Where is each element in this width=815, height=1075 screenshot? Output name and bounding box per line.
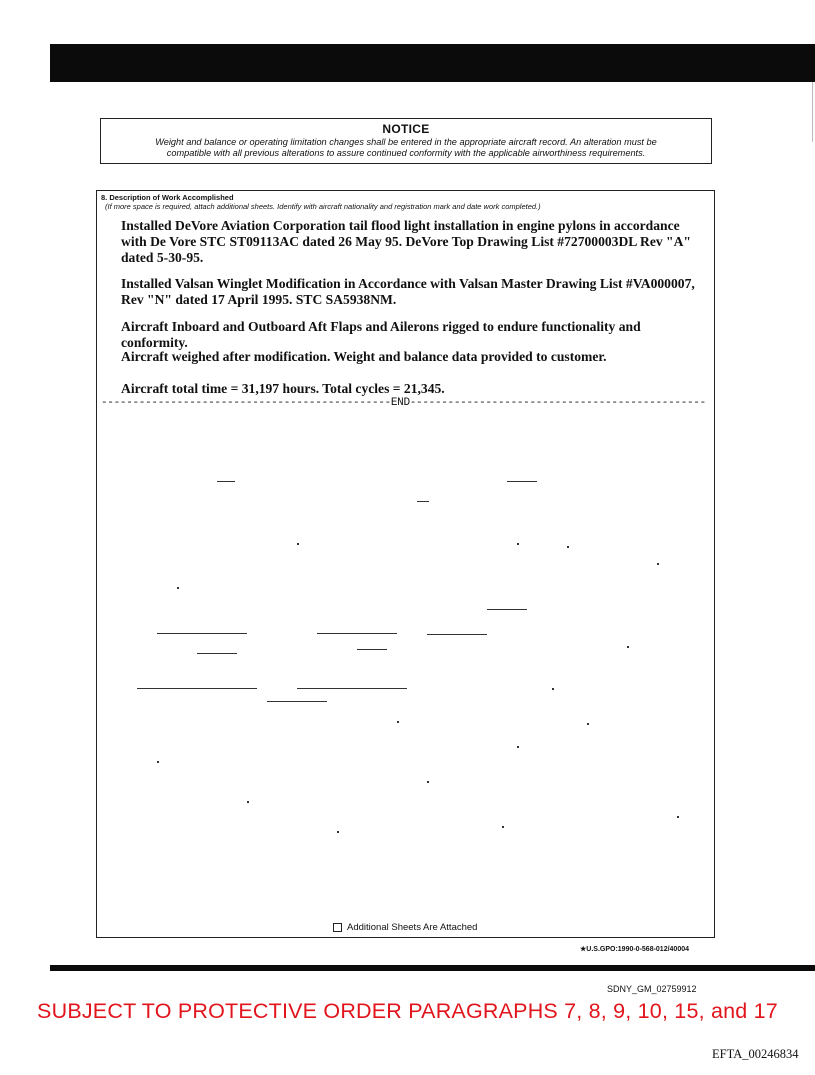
efta-number: EFTA_00246834	[712, 1047, 799, 1061]
end-marker: ----------------------------------------------END-----------------------------------------------	[101, 397, 706, 409]
section-label: 8. Description of Work Accomplished	[101, 193, 234, 202]
work-entry: Installed DeVore Aviation Corporation tail flood light installation in engine pylons in accordance with De Vore STC ST09113AC dated 26 May 95. DeVore Top Drawing List #72700003DL Rev "A" dated 5-30-95.	[121, 218, 691, 265]
attachment-checkbox[interactable]	[333, 923, 342, 932]
section-hint: (If more space is required, attach additional sheets. Identify with aircraft nationality and registration mark and date work completed.)	[105, 202, 541, 211]
notice-title: NOTICE	[382, 122, 430, 136]
page-edge-mark	[812, 82, 813, 142]
bates-number: SDNY_GM_02759912	[607, 984, 697, 994]
protective-order-notice: SUBJECT TO PROTECTIVE ORDER PARAGRAPHS 7, 8, 9, 10, 15, and 17	[37, 999, 778, 1023]
work-entry: Aircraft total time = 31,197 hours. Total cycles = 21,345.	[121, 381, 445, 396]
work-entry: Installed Valsan Winglet Modification in Accordance with Valsan Master Drawing List #VA000007, Rev "N" dated 17 April 1995. STC SA5938NM.	[121, 276, 695, 307]
work-entry: Aircraft Inboard and Outboard Aft Flaps and Ailerons rigged to endure functionality and conformity.	[121, 319, 641, 350]
work-description-box	[96, 190, 715, 938]
scan-bottom-band	[50, 965, 815, 971]
notice-text	[101, 137, 711, 159]
notice-box	[100, 118, 712, 164]
scan-top-band	[50, 44, 815, 82]
attachment-label: Additional Sheets Are Attached	[347, 922, 478, 933]
gpo-code: ★U.S.GPO:1990-0-568-012/40004	[580, 946, 690, 953]
work-entry: Aircraft weighed after modification. Weight and balance data provided to customer.	[121, 349, 607, 364]
attachment-row[interactable]	[333, 922, 477, 933]
notice-text-line2: compatible with all previous alterations to assure continued conformity with the applicable airworthiness requirements.	[166, 148, 646, 158]
notice-text-line1: Weight and balance or operating limitation changes shall be entered in the appropriate aircraft record. An alteration must be	[155, 137, 657, 147]
